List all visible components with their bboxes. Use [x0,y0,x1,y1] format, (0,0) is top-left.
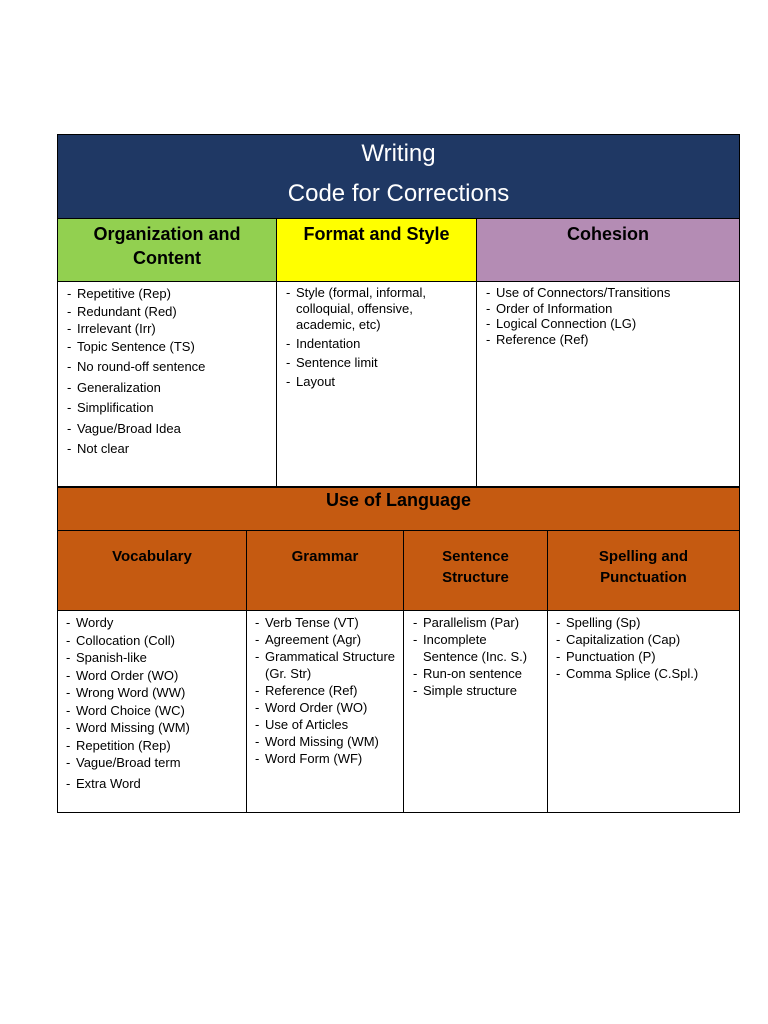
sentence-structure-heading: Sentence Structure [442,548,509,586]
divider-grammar-sentence [403,531,404,813]
format-heading-cell [277,219,476,282]
list-item: - Collocation (Coll) [66,632,242,650]
title-writing: Writing [361,140,436,167]
list-item: - Use of Connectors/Transitions [486,285,734,301]
list-item: - Repetitive (Rep) [67,285,272,303]
list-item: - Spanish-like [66,649,242,667]
vocabulary-heading: Vocabulary [112,548,192,565]
list-item: - Order of Information [486,301,734,317]
use-of-language-band [58,487,739,531]
list-item: - Parallelism (Par) [413,614,545,631]
list-item: - Word Order (WO) [255,699,399,716]
list-item: - Topic Sentence (TS) [67,338,272,356]
cohesion-list [486,285,734,347]
cohesion-heading-cell [477,219,739,282]
list-item: - Vague/Broad Idea [67,420,272,438]
list-item: - Irrelevant (Irr) [67,320,272,338]
list-item: - Simple structure [413,682,545,699]
list-item: - Capitalization (Cap) [556,631,736,648]
divider-language-band [58,530,739,531]
format-list-cell [286,285,471,390]
list-item: - Sentence limit [286,355,471,371]
grammar-list [255,614,399,767]
list-item: - Generalization [67,379,272,397]
list-item: - Run-on sentence [413,665,545,682]
format-heading: Format and Style [303,224,450,244]
list-item: - Word Form (WF) [255,750,399,767]
sentence-structure-list-cell [413,614,545,699]
list-item: - Word Choice (WC) [66,702,242,720]
grammar-list-cell [255,614,399,767]
grammar-heading-cell [247,531,403,611]
organization-heading: Organization and Content [93,224,241,268]
spelling-punctuation-list-cell [556,614,736,682]
list-item: - Grammatical Structure (Gr. Str) [255,648,399,682]
list-item: - Punctuation (P) [556,648,736,665]
cohesion-list-cell [486,285,734,347]
divider-sub-header [58,610,739,611]
divider-format-cohesion [476,219,477,487]
list-item: - Style (formal, informal, colloquial, offensive, academic, etc) [286,285,471,333]
list-item: - Repetition (Rep) [66,737,242,755]
list-item: - Indentation [286,336,471,352]
divider-sentence-spelling [547,531,548,813]
list-item: - Reference (Ref) [486,332,734,348]
list-item: - Incomplete Sentence (Inc. S.) [413,631,545,665]
list-item: - Not clear [67,440,272,458]
cohesion-heading: Cohesion [566,224,649,244]
list-item: - Vague/Broad term [66,754,242,772]
vocabulary-list [66,614,242,792]
list-item: - Word Order (WO) [66,667,242,685]
list-item: - Spelling (Sp) [556,614,736,631]
divider-top-header [58,281,739,282]
list-item: - Comma Splice (C.Spl.) [556,665,736,682]
list-item: - Wordy [66,614,242,632]
divider-vocabulary-grammar [246,531,247,813]
title-band [58,135,739,219]
list-item: - Verb Tense (VT) [255,614,399,631]
title-code-for-corrections: Code for Corrections [287,180,510,207]
vocabulary-list-cell [66,614,242,792]
list-item: - Layout [286,374,471,390]
list-item: - Simplification [67,399,272,417]
list-item: - Word Missing (WM) [66,719,242,737]
divider-top-section [58,486,739,488]
list-item: - Reference (Ref) [255,682,399,699]
grammar-heading: Grammar [291,548,359,565]
corrections-table [57,134,740,813]
organization-list [67,285,272,458]
list-item: - No round-off sentence [67,358,272,376]
spelling-punctuation-list [556,614,736,682]
sentence-structure-heading-cell [404,531,547,611]
spelling-punctuation-heading: Spelling and Punctuation [598,548,689,586]
list-item: - Wrong Word (WW) [66,684,242,702]
sentence-structure-list [413,614,545,699]
list-item: - Extra Word [66,775,242,793]
divider-organization-format [276,219,277,487]
organization-heading-cell [58,219,276,282]
organization-list-cell [67,285,272,458]
format-list [286,285,471,390]
list-item: - Logical Connection (LG) [486,316,734,332]
list-item: - Word Missing (WM) [255,733,399,750]
list-item: - Agreement (Agr) [255,631,399,648]
spelling-punctuation-heading-cell [548,531,739,611]
list-item: - Use of Articles [255,716,399,733]
use-of-language-heading: Use of Language [325,490,472,510]
vocabulary-heading-cell [58,531,246,611]
list-item: - Redundant (Red) [67,303,272,321]
